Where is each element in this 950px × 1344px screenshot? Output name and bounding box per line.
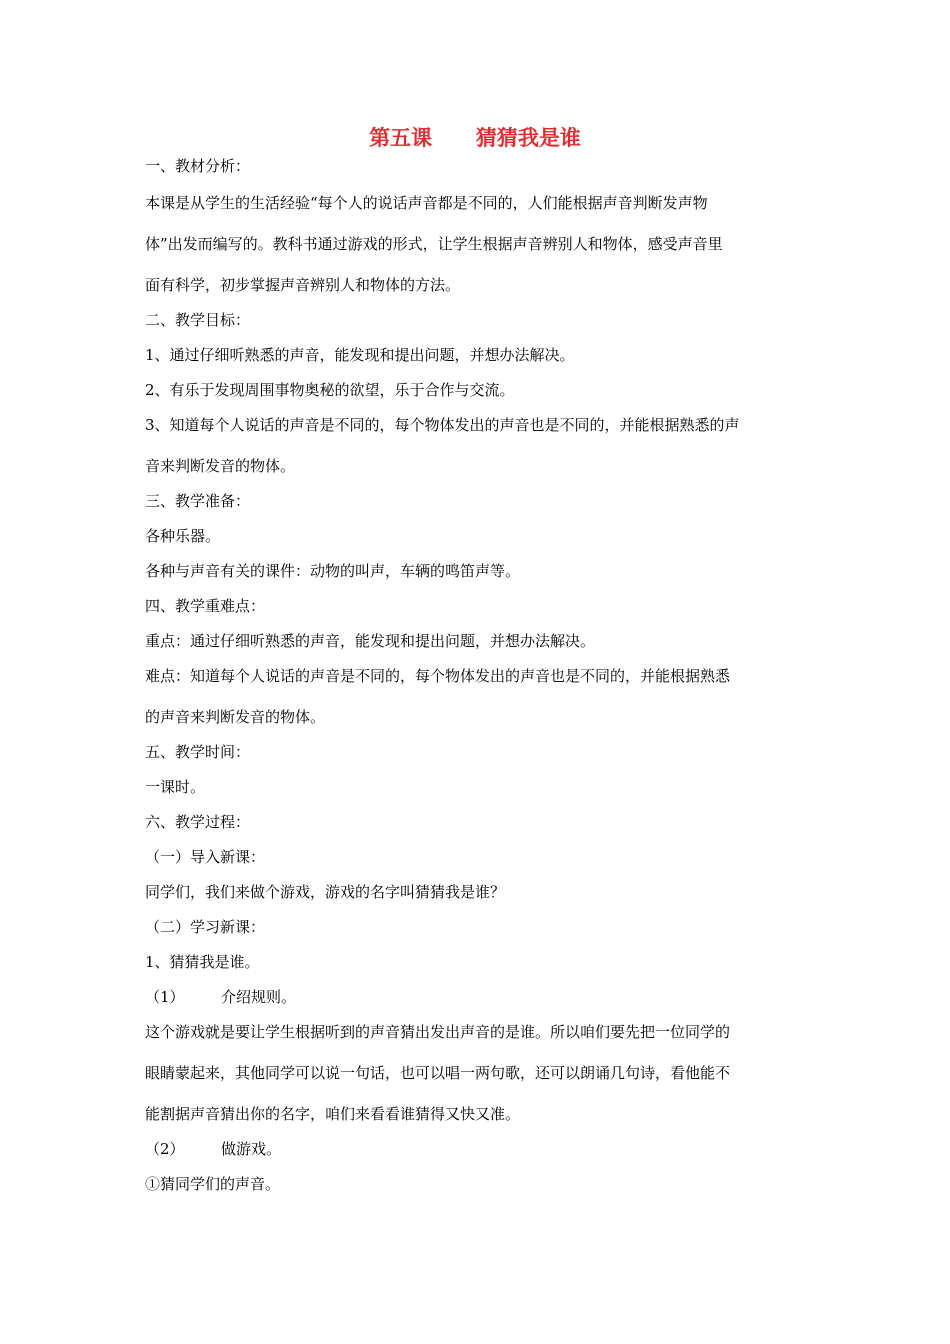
paragraph-line: 音来判断发音的物体。 <box>145 457 296 475</box>
goal-item-1: 1、通过仔细听熟悉的声音，能发现和提出问题，并想办法解决。 <box>145 346 575 364</box>
lesson-title: 第五课 猜猜我是谁 <box>369 125 581 150</box>
sub-item-number: （1） <box>145 988 185 1006</box>
paragraph-line: 眼睛蒙起来，其他同学可以说一句话，也可以唱一两句歌，还可以朗诵几句诗，看他能不 <box>145 1064 731 1082</box>
document-body <box>145 150 810 1194</box>
section-heading-teaching-goals: 二、教学目标： <box>145 311 251 329</box>
sub-item-2 <box>145 1140 810 1159</box>
section-heading-key-points: 四、教学重难点： <box>145 597 266 615</box>
paragraph-line: 这个游戏就是要让学生根据听到的声音猜出发出声音的是谁。所以咱们要先把一位同学的 <box>145 1023 731 1041</box>
key-point-text: 重点：通过仔细听熟悉的声音，能发现和提出问题，并想办法解决。 <box>145 632 596 650</box>
sub-item-number: （2） <box>145 1140 185 1158</box>
sub-item-text: 做游戏。 <box>221 1140 282 1158</box>
sub-item-text: 介绍规则。 <box>221 988 297 1006</box>
rules-paragraph <box>145 1023 810 1124</box>
material-analysis-paragraph <box>145 194 810 295</box>
paragraph-line: 能割据声音猜出你的名字，咱们来看看谁猜得又快又准。 <box>145 1105 521 1123</box>
process-part-1-text: 同学们，我们来做个游戏，游戏的名字叫猜猜我是谁？ <box>145 883 506 901</box>
process-part-2-heading: （二）学习新课： <box>145 918 266 936</box>
preparation-item-2: 各种与声音有关的课件：动物的叫声，车辆的鸣笛声等。 <box>145 562 521 580</box>
paragraph-line: 3、知道每个人说话的声音是不同的，每个物体发出的声音也是不同的，并能根据熟悉的声 <box>145 416 740 434</box>
section-heading-teaching-process: 六、教学过程： <box>145 813 251 831</box>
goal-item-3 <box>145 416 810 476</box>
sub-item-2-point-1: ①猜同学们的声音。 <box>145 1175 281 1193</box>
section-heading-teaching-time: 五、教学时间： <box>145 743 251 761</box>
paragraph-line: 面有科学，初步掌握声音辨别人和物体的方法。 <box>145 276 461 294</box>
section-heading-teaching-preparation: 三、教学准备： <box>145 492 251 510</box>
difficult-point-paragraph <box>145 667 810 727</box>
paragraph-line: 体”出发而编写的。教科书通过游戏的形式，让学生根据声音辨别人和物体，感受声音里 <box>145 235 723 253</box>
paragraph-line: 本课是从学生的生活经验“每个人的说话声音都是不同的，人们能根据声音判断发声物 <box>145 194 708 212</box>
process-part-1-heading: （一）导入新课： <box>145 848 266 866</box>
preparation-item-1: 各种乐器。 <box>145 527 221 545</box>
goal-item-2: 2、有乐于发现周围事物奥秘的欲望，乐于合作与交流。 <box>145 381 515 399</box>
process-part-2-item-1: 1、猜猜我是谁。 <box>145 953 260 971</box>
paragraph-line: 难点：知道每个人说话的声音是不同的，每个物体发出的声音也是不同的，并能根据熟悉 <box>145 667 731 685</box>
paragraph-line: 的声音来判断发音的物体。 <box>145 708 326 726</box>
section-heading-material-analysis: 一、教材分析： <box>145 157 251 175</box>
sub-item-1 <box>145 988 810 1007</box>
teaching-time-text: 一课时。 <box>145 778 206 796</box>
